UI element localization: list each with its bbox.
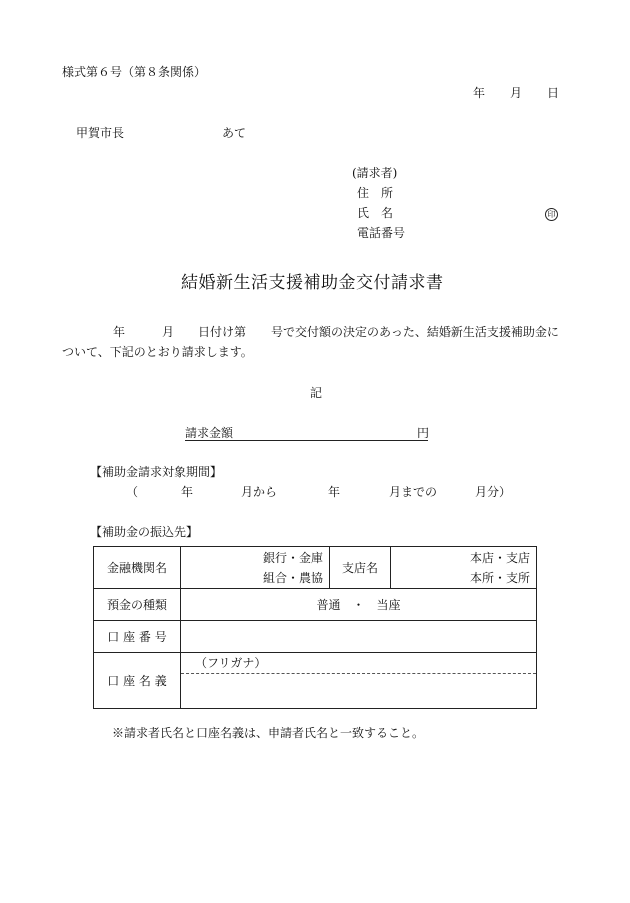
table-row: [94, 589, 537, 621]
institution-label: 金融機関名: [94, 547, 181, 589]
seal-mark: [545, 207, 558, 221]
body-line2: ついて、下記のとおり請求します。: [62, 345, 253, 359]
claim-label: 請求金額: [185, 426, 234, 440]
period-open: （: [126, 485, 139, 499]
requester-heading: (請求者): [352, 166, 398, 180]
institution-type-1: 銀行・金庫: [262, 550, 323, 565]
institution-field[interactable]: [181, 547, 330, 589]
deposit-label: 預金の種類: [94, 589, 181, 621]
date-day: 日: [547, 86, 560, 100]
period-year-from: 年: [181, 485, 194, 499]
addressee-name: 甲賀市長: [76, 126, 125, 140]
addressee-suffix: あて: [222, 126, 247, 140]
transfer-heading: 【補助金の振込先】: [90, 525, 199, 539]
institution-type-2: 組合・農協: [262, 570, 323, 585]
branch-label: 支店名: [330, 547, 391, 589]
body-decision: 号で交付額の決定のあった、結婚新生活支援補助金に: [271, 325, 559, 339]
phone-label: 電話番号: [357, 226, 406, 240]
furigana-label: （フリガナ）: [181, 653, 536, 674]
body-month: 月: [162, 325, 175, 339]
form-number: 様式第６号（第８条関係）: [62, 65, 207, 79]
period-months: 月分）: [475, 485, 512, 499]
table-row: [94, 547, 537, 589]
seal-text: 印: [545, 208, 558, 221]
branch-type-1: 本店・支店: [469, 550, 530, 565]
table-row: [94, 621, 537, 653]
body-day-number: 日付け第: [198, 325, 247, 339]
table-row: [94, 653, 537, 709]
deposit-options[interactable]: 普通 ・ 当座: [181, 589, 537, 621]
note: ※請求者氏名と口座名義は、申請者氏名と一致すること。: [112, 726, 425, 740]
date-year: 年: [473, 86, 486, 100]
account-name-field[interactable]: [181, 653, 537, 709]
date-month: 月: [510, 86, 523, 100]
ki-mark: 記: [310, 386, 323, 400]
account-number-field[interactable]: [181, 621, 537, 653]
bank-table: [93, 546, 537, 709]
account-name-label: 口 座 名 義: [94, 653, 181, 709]
address-label: 住 所: [357, 186, 394, 200]
body-year: 年: [113, 325, 126, 339]
period-month-to: 月までの: [389, 485, 438, 499]
period-year-to: 年: [328, 485, 341, 499]
branch-field[interactable]: [391, 547, 537, 589]
period-heading: 【補助金請求対象期間】: [90, 465, 223, 479]
name-label: 氏 名: [357, 206, 394, 220]
period-month-from: 月から: [241, 485, 278, 499]
claim-unit: 円: [417, 426, 430, 440]
account-name-input[interactable]: [181, 674, 536, 708]
branch-type-2: 本所・支所: [469, 570, 530, 585]
account-number-label: 口 座 番 号: [94, 621, 181, 653]
document-title: 結婚新生活支援補助金交付請求書: [181, 273, 444, 293]
